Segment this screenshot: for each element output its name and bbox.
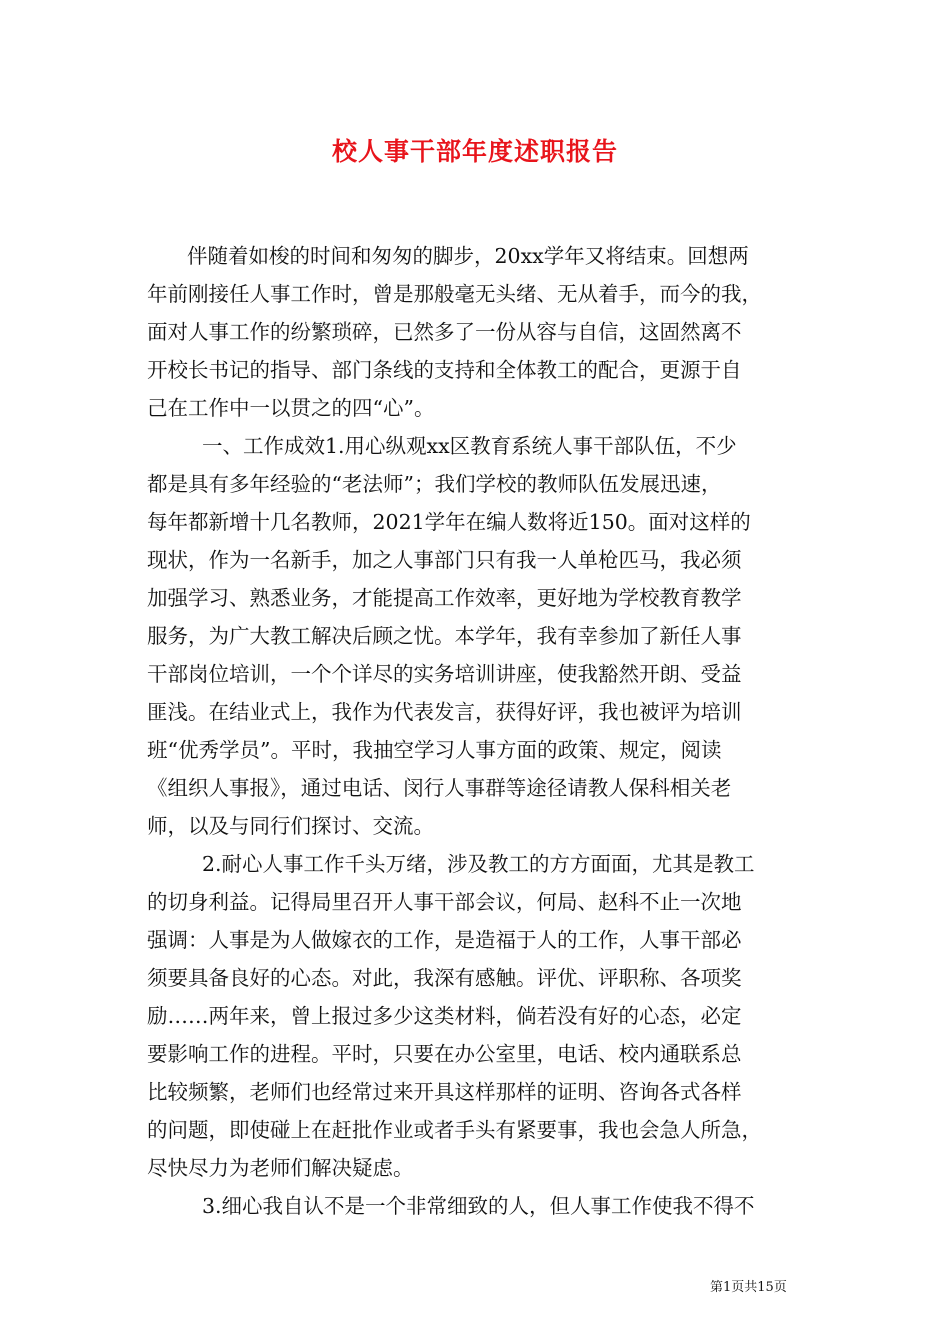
- body-line: 比较频繁，老师们也经常过来开具这样那样的证明、咨询各式各样: [147, 1080, 742, 1104]
- body-line: 《组织人事报》，通过电话、闵行人事群等途径请教人保科相关老: [147, 776, 732, 800]
- body-line: 年前刚接任人事工作时，曾是那般毫无头绪、无从着手，而今的我，: [147, 282, 762, 306]
- body-line: 开校长书记的指导、部门条线的支持和全体教工的配合，更源于自: [147, 358, 742, 382]
- body-line: 己在工作中一以贯之的四“心”。: [147, 396, 435, 420]
- body-line: 2.耐心人事工作千头万绪，涉及教工的方方面面，尤其是教工: [202, 852, 755, 876]
- body-line: 匪浅。在结业式上，我作为代表发言，获得好评，我也被评为培训: [147, 700, 742, 724]
- body-line: 须要具备良好的心态。对此，我深有感触。评优、评职称、各项奖: [147, 966, 742, 990]
- body-line: 服务，为广大教工解决后顾之忧。本学年，我有幸参加了新任人事: [147, 624, 742, 648]
- body-line: 尽快尽力为老师们解决疑虑。: [147, 1156, 414, 1180]
- body-line: 干部岗位培训，一个个详尽的实务培训讲座，使我豁然开朗、受益: [147, 662, 742, 686]
- body-line: 师，以及与同行们探讨、交流。: [147, 814, 434, 838]
- body-line: 3.细心我自认不是一个非常细致的人，但人事工作使我不得不: [202, 1194, 755, 1218]
- body-line: 现状，作为一名新手，加之人事部门只有我一人单枪匹马，我必须: [147, 548, 742, 572]
- body-line: 面对人事工作的纷繁琐碎，已然多了一份从容与自信，这固然离不: [147, 320, 742, 344]
- body-line: 的切身利益。记得局里召开人事干部会议，何局、赵科不止一次地: [147, 890, 742, 914]
- body-line: 班“优秀学员”。平时，我抽空学习人事方面的政策、规定，阅读: [147, 738, 722, 762]
- document-title: 校人事干部年度述职报告: [331, 137, 618, 166]
- body-line: 一、工作成效1.用心纵观xx区教育系统人事干部队伍，不少: [202, 434, 737, 458]
- body-line: 的问题，即使碰上在赶批作业或者手头有紧要事，我也会急人所急，: [147, 1118, 762, 1142]
- body-line: 强调：人事是为人做嫁衣的工作，是造福于人的工作，人事干部必: [147, 928, 742, 952]
- body-line: 都是具有多年经验的“老法师”；我们学校的教师队伍发展迅速，: [147, 472, 722, 496]
- body-line: 伴随着如梭的时间和匆匆的脚步，20xx学年又将结束。回想两: [187, 244, 749, 268]
- body-line: 要影响工作的进程。平时，只要在办公室里，电话、校内通联系总: [147, 1042, 742, 1066]
- body-line: 加强学习、熟悉业务，才能提高工作效率，更好地为学校教育教学: [147, 586, 742, 610]
- page-number: 第1页共15页: [710, 1280, 787, 1295]
- body-line: 每年都新增十几名教师，2021学年在编人数将近150。面对这样的: [147, 510, 751, 534]
- body-line: 励……两年来，曾上报过多少这类材料，倘若没有好的心态，必定: [147, 1004, 742, 1028]
